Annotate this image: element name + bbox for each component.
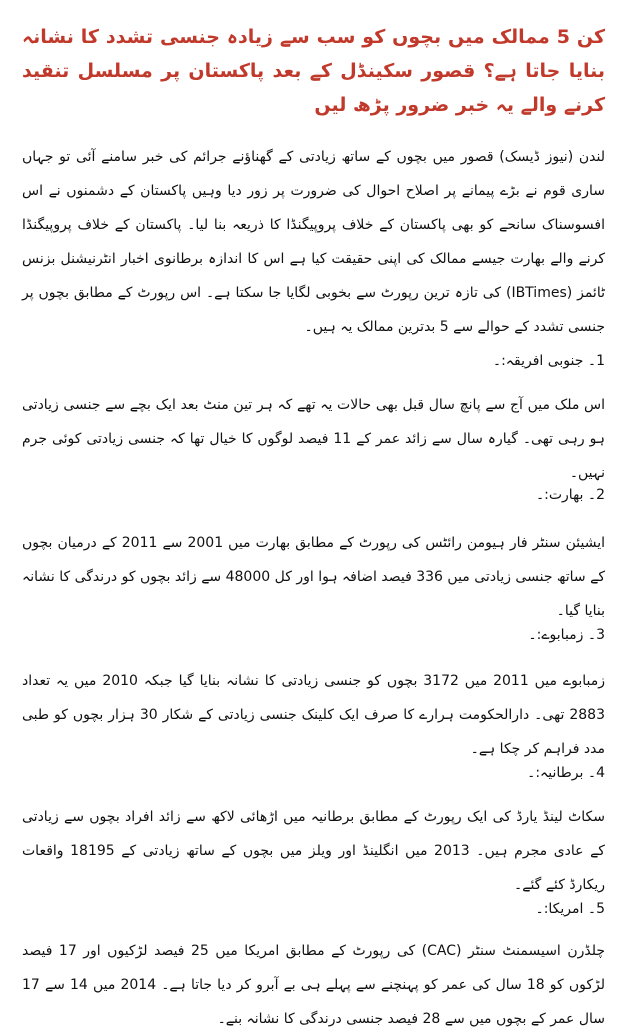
section-text-britain: سکاٹ لینڈ یارڈ کی ایک رپورٹ کے مطابق برطانیہ میں اڑھائی لاکھ سے زائد افراد بچوں سے زیادتی کے عادی مجرم ہیں۔ 2013 میں انگلینڈ اور ویلز میں بچوں کے ساتھ زیادتی کے 18195 واقعات ریکارڈ کئے گئے۔ xyxy=(22,809,605,893)
section-heading-america: 5۔ امریکا:۔ xyxy=(535,901,605,917)
article-intro: لندن (نیوز ڈیسک) قصور میں بچوں کے ساتھ زیادتی کے گھناؤنے جرائم کی خبر سامنے آئی تو جہاں ساری قوم نے بڑے پیمانے پر اصلاح احوال کی ضرورت پر زور دیا وہیں پاکستان کے دشمنوں نے اس افسوسناک سانحے کو بھی پاکستان کے خلاف پروپیگنڈا کا ذریعہ بنا لیا۔ پاکستان کے خلاف پروپیگنڈا کرنے والے بھارت جیسے ممالک کی اپنی حقیقت کیا ہے اس کا اندازہ برطانوی اخبار انٹرنیشنل بزنس ٹائمز (IBTimes) کی تازہ ترین رپورٹ سے بخوبی لگایا جا سکتا ہے۔ اس رپورٹ کے مطابق بچوں پر جنسی تشدد کے حوالے سے 5 بدترین ممالک یہ ہیں۔ xyxy=(22,149,605,335)
section-heading-britain: 4۔ برطانیہ:۔ xyxy=(527,765,605,781)
section-heading-india: 2۔ بھارت:۔ xyxy=(535,487,605,503)
section-text-zimbabwe: زمبابوے میں 2011 میں 3172 بچوں کو جنسی زیادتی کا نشانہ بنایا گیا جبکہ 2010 میں یہ تعداد 2883 تھی۔ دارالحکومت ہرارے کا صرف ایک کلینک جنسی زیادتی کے شکار 30 ہزار بچوں کو طبی مدد فراہم کر چکا ہے۔ xyxy=(22,673,605,757)
article-title: کن 5 ممالک میں بچوں کو سب سے زیادہ جنسی تشدد کا نشانہ بنایا جاتا ہے؟ قصور سکینڈل کے بعد پاکستان پر مسلسل تنقید کرنے والے یہ خبر ضرور پڑھ لیں xyxy=(22,26,605,116)
section-text-america: چلڈرن اسیسمنٹ سنٹر (CAC) کی رپورٹ کے مطابق امریکا میں 25 فیصد لڑکیوں اور 17 فیصد لڑکوں کو 18 سال کی عمر کو پہنچنے سے پہلے ہی بے آبرو کر دیا جاتا ہے۔ 2014 میں 14 سے 17 سال عمر کے بچوں میں سے 28 فیصد جنسی درندگی کا نشانہ بنے۔ xyxy=(22,943,606,1027)
section-text-india: ایشیئن سنٹر فار ہیومن رائٹس کی رپورٹ کے مطابق بھارت میں 2001 سے 2011 کے درمیان بچوں کے ساتھ جنسی زیادتی میں 336 فیصد اضافہ ہوا اور کل 48000 سے زائد بچوں کو درندگی کا نشانہ بنایا گیا۔ xyxy=(22,535,605,619)
section-text-south-africa: اس ملک میں آج سے پانچ سال قبل بھی حالات یہ تھے کہ ہر تین منٹ بعد ایک بچے سے جنسی زیادتی ہو رہی تھی۔ گیارہ سال سے زائد عمر کے 11 فیصد لوگوں کا خیال تھا کہ جنسی زیادتی کوئی جرم نہیں۔ xyxy=(22,397,606,481)
section-heading-south-africa: 1۔ جنوبی افریقہ:۔ xyxy=(492,353,605,369)
section-heading-zimbabwe: 3۔ زمبابوے:۔ xyxy=(528,627,605,643)
